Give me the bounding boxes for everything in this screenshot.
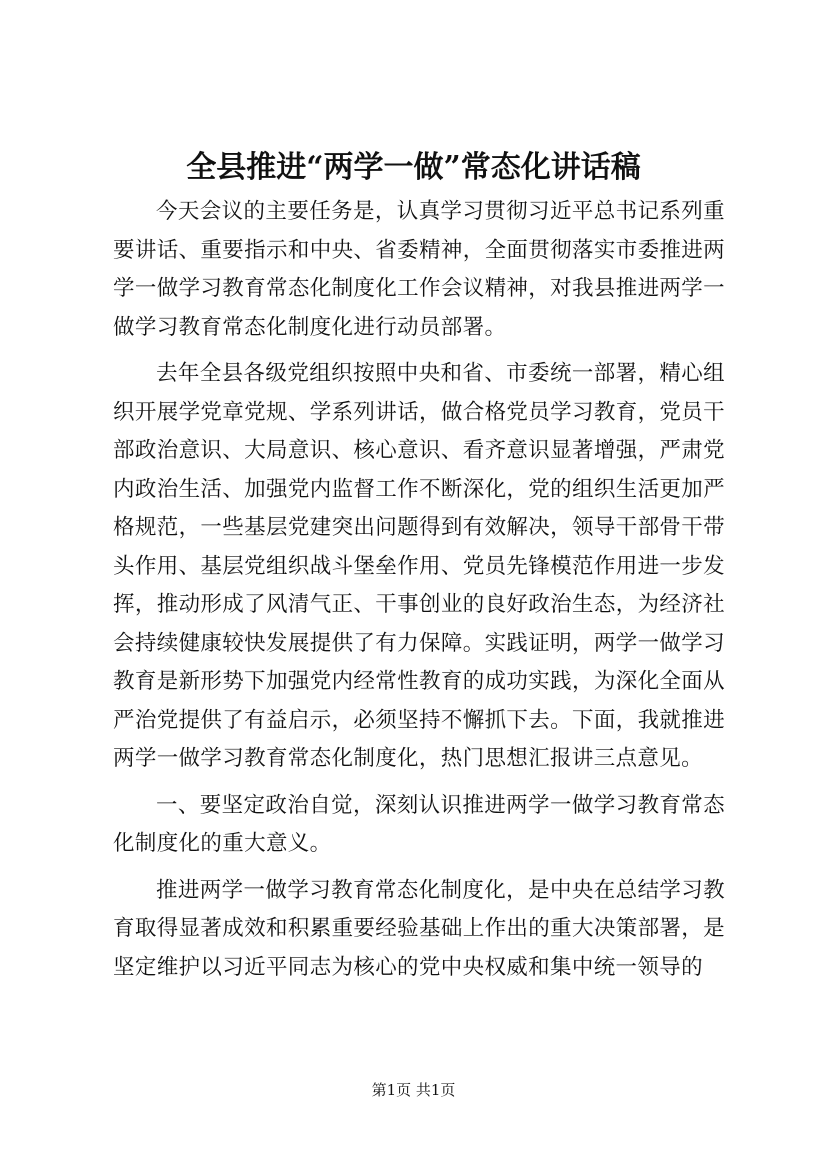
paragraph-review: 去年全县各级党组织按照中央和省、市委统一部署，精心组织开展学党章党规、学系列讲话，做合格党员学习教育，党员干部政治意识、大局意识、核心意识、看齐意识显著增强，严肃党内政治生活、加强党内监督工作不断深化，党的组织生活更加严格规范，一些基层党建突出问题得到有效解决，领导干部骨干带头作用、基层党组织战斗堡垒作用、党员先锋模范作用进一步发挥，推动形成了风清气正、干事创业的良好政治生态，为经济社会持续健康较快发展提供了有力保障。实践证明，两学一做学习教育是新形势下加强党内经常性教育的成功实践，为深化全面从严治党提供了有益启示，必须坚持不懈抓下去。下面，我就推进两学一做学习教育常态化制度化，热门思想汇报讲三点意见。 — [113, 361, 725, 771]
paragraph-section-heading: 一、要坚定政治自觉，深刻认识推进两学一做学习教育常态化制度化的重大意义。 — [113, 792, 725, 856]
paragraph-intro: 今天会议的主要任务是，认真学习贯彻习近平总书记系列重要讲话、重要指示和中央、省委精神，全面贯彻落实市委推进两学一做学习教育常态化制度化工作会议精神，对我县推进两学一做学习教育常态化制度化进行动员部署。 — [113, 199, 725, 340]
paragraph-significance: 推进两学一做学习教育常态化制度化，是中央在总结学习教育取得显著成效和积累重要经验基础上作出的重大决策部署，是坚定维护以习近平同志为核心的党中央权威和集中统一领导的 — [113, 877, 725, 980]
document-body — [113, 193, 725, 995]
document-title: 全县推进“两学一做”常态化讲话稿 — [186, 150, 641, 185]
page-footer: 第1页 共1页 — [371, 1081, 456, 1099]
